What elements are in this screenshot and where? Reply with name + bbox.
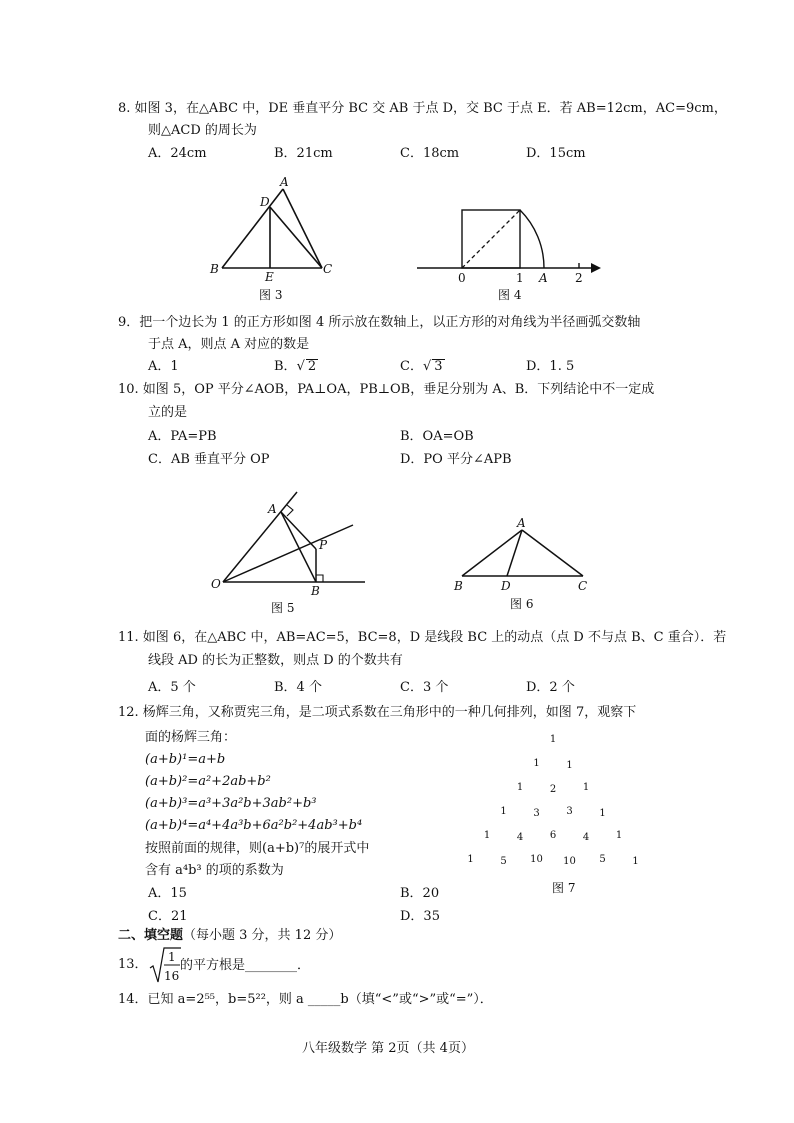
yanghui-cell: 3 — [533, 808, 540, 819]
yanghui-cell: 1 — [632, 856, 639, 867]
fig3-label-d: D — [260, 195, 270, 209]
q11-line1: 11. 如图 6，在△ABC 中，AB=AC=5，BC=8，D 是线段 BC 上的动点（点 D 不与点 B、C 重合）．若 — [118, 630, 727, 645]
figure-4 — [415, 200, 610, 305]
yanghui-cell: 4 — [582, 832, 590, 843]
q13-text: 的平方根是________． — [180, 958, 311, 973]
yanghui-cell: 1 — [516, 782, 524, 793]
section-2-note: （每小题 3 分，共 12 分） — [183, 928, 342, 943]
figure-6 — [450, 515, 600, 615]
q9-option-a: A．1 — [148, 359, 179, 374]
yanghui-cell: 2 — [549, 784, 557, 795]
q13-sqrt-fraction — [148, 946, 182, 986]
q10-option-d: D．PO 平分∠APB — [400, 452, 512, 467]
yanghui-cell: 1 — [566, 760, 573, 771]
yanghui-cell: 10 — [530, 854, 543, 865]
page-footer: 八年级数学 第 2页（共 4页） — [302, 1041, 474, 1056]
fig4-arc — [520, 210, 544, 268]
figure-3 — [205, 175, 345, 305]
fig6-caption: 图 6 — [510, 597, 534, 611]
q10-option-b: B．OA=OB — [400, 429, 474, 444]
q10-option-c: C．AB 垂直平分 OP — [148, 452, 270, 467]
q8-option-a: A．24cm — [148, 146, 207, 161]
fig5-segment-ab — [281, 512, 316, 582]
q9-line2: 于点 A，则点 A 对应的数是 — [148, 337, 310, 352]
q9-option-c-radicand: 3 — [434, 359, 443, 374]
yanghui-cell: 1 — [467, 854, 474, 865]
yanghui-cell: 5 — [500, 856, 507, 867]
q8-option-c: C．18cm — [400, 146, 460, 161]
fig5-label-p: P — [319, 538, 328, 552]
q8-line1: 8. 如图 3，在△ABC 中，DE 垂直平分 BC 交 AB 于点 D，交 BC 于点 E．若 AB=12cm，AC=9cm， — [118, 101, 727, 116]
yanghui-cell: 5 — [599, 854, 606, 865]
yanghui-cell: 10 — [563, 856, 576, 867]
fig3-label-a: A — [280, 175, 289, 189]
fig5-right-angle-b — [316, 575, 323, 582]
fig3-label-c: C — [323, 262, 333, 276]
fig5-label-b: B — [311, 584, 320, 598]
yanghui-cell: 1 — [582, 782, 590, 793]
q12-expansion-4: (a+b)⁴=a⁴+4a³b+6a²b²+4ab³+b⁴ — [145, 818, 363, 833]
yanghui-cell: 1 — [500, 806, 507, 817]
q11-line2: 线段 AD 的长为正整数，则点 D 的个数共有 — [148, 653, 403, 668]
q12-option-d: D．35 — [400, 909, 440, 924]
q13-number: 13． — [118, 957, 148, 972]
q10-line2: 立的是 — [148, 405, 188, 420]
fig6-side-ac — [522, 530, 583, 576]
q12-line1: 12. 杨辉三角，又称贾宪三角，是二项式系数在三角形中的一种几何排列，如图 7，观察下 — [118, 705, 637, 720]
q12-expansion-1: (a+b)¹=a+b — [145, 752, 226, 767]
fig3-label-b: B — [210, 262, 219, 276]
q9-option-b — [274, 359, 318, 375]
yanghui-cell: 1 — [533, 758, 540, 769]
q9-option-d: D．1. 5 — [526, 359, 575, 374]
fig4-caption: 图 4 — [498, 288, 522, 302]
q10-line1: 10. 如图 5，OP 平分∠AOB，PA⊥OA，PB⊥OB，垂足分别为 A、B．下列结论中不一定成 — [118, 382, 655, 397]
fig4-label-0: 0 — [458, 271, 466, 285]
q9-option-c-label: C． — [400, 359, 423, 374]
fig3-caption: 图 3 — [259, 288, 283, 302]
q14-text: 14．已知 a=2⁵⁵，b=5²²，则 a _____b（填“<”或“>”或“=”）． — [118, 992, 493, 1007]
yanghui-cell: 1 — [599, 808, 606, 819]
fig4-diagonal — [462, 210, 520, 268]
fig6-side-ab — [462, 530, 522, 576]
q9-option-b-label: B． — [274, 359, 297, 374]
q12-line4: 含有 a⁴b³ 的项的系数为 — [145, 863, 284, 878]
fig7-caption: 图 7 — [552, 881, 576, 895]
q12-option-b: B．20 — [400, 886, 440, 901]
q13-fraction-denominator: 16 — [164, 969, 180, 983]
fig6-label-d: D — [501, 579, 511, 593]
q12-option-c: C．21 — [148, 909, 188, 924]
fig4-label-a: A — [539, 271, 548, 285]
q11-option-b: B．4 个 — [274, 680, 322, 695]
q8-option-d: D．15cm — [526, 146, 586, 161]
section-2-title: 二、填空题 — [118, 928, 184, 943]
section-2-heading — [118, 928, 341, 944]
fig5-caption: 图 5 — [271, 601, 295, 615]
fig6-segment-ad — [507, 530, 522, 576]
q8-line2: 则△ACD 的周长为 — [148, 123, 257, 138]
fig5-label-a: A — [268, 502, 277, 516]
q12-line2: 面的杨辉三角： — [145, 730, 237, 745]
sqrt-symbol: √ — [422, 359, 432, 374]
yanghui-cell: 6 — [549, 830, 557, 841]
figure-7 — [460, 730, 660, 900]
fig4-unit-square — [462, 210, 520, 268]
q13-fraction-numerator: 1 — [168, 950, 176, 964]
q12-option-a: A．15 — [148, 886, 187, 901]
yanghui-triangle — [467, 734, 638, 867]
sqrt-symbol: √ — [296, 359, 305, 374]
q9-option-b-radicand: 2 — [307, 359, 317, 374]
q9-line1: 9．把一个边长为 1 的正方形如图 4 所示放在数轴上，以正方形的对角线为半径画弧交数轴 — [118, 315, 641, 330]
yanghui-cell: 4 — [516, 832, 524, 843]
fig5-ray-oa — [223, 492, 297, 582]
yanghui-cell: 1 — [549, 734, 557, 745]
q12-expansion-2: (a+b)²=a²+2ab+b² — [145, 774, 271, 789]
q12-expansion-3: (a+b)³=a³+3a²b+3ab²+b³ — [145, 796, 317, 811]
fig5-label-o: O — [211, 577, 221, 591]
fig6-label-a: A — [517, 516, 526, 530]
fig3-side-ba — [222, 189, 283, 268]
q11-option-a: A．5 个 — [148, 680, 196, 695]
yanghui-cell: 1 — [483, 830, 491, 841]
yanghui-cell: 3 — [566, 806, 573, 817]
q11-option-c: C．3 个 — [400, 680, 449, 695]
yanghui-cell: 1 — [615, 830, 623, 841]
fig5-ray-op — [223, 525, 353, 582]
q9-option-c — [400, 359, 445, 375]
fig5-segment-pa — [281, 512, 316, 549]
fig4-label-2: 2 — [575, 271, 583, 285]
fig5-right-angle-a — [287, 505, 293, 516]
figure-5 — [205, 488, 375, 618]
fig3-label-e: E — [265, 270, 274, 284]
q11-option-d: D．2 个 — [526, 680, 575, 695]
fig4-label-1: 1 — [516, 271, 524, 285]
fig6-label-b: B — [454, 579, 463, 593]
q8-option-b: B．21cm — [274, 146, 333, 161]
fig6-label-c: C — [578, 579, 588, 593]
fig4-arrow — [591, 263, 601, 273]
q10-option-a: A．PA=PB — [148, 429, 217, 444]
q12-line3: 按照前面的规律，则(a+b)⁷的展开式中 — [145, 841, 370, 856]
